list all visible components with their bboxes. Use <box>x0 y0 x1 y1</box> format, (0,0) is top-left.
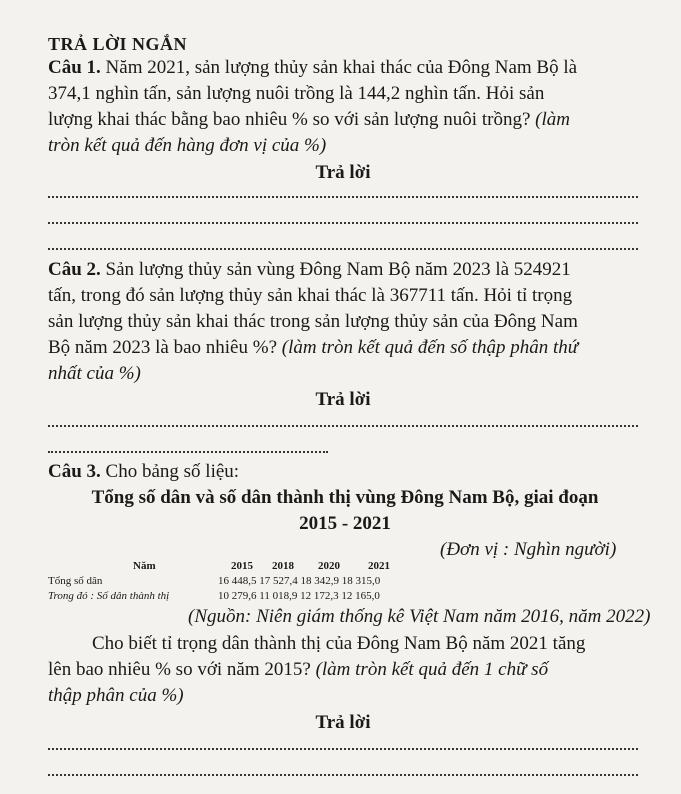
q3-answer-line-2[interactable] <box>48 774 638 776</box>
q1-answer-label: Trả lời <box>315 162 371 183</box>
table-row2-label: Trong đó : Số dân thành thị <box>48 590 170 602</box>
q1-line-2: 374,1 nghìn tấn, sản lượng nuôi trồng là 144,2 nghìn tấn. Hỏi sản <box>48 83 545 104</box>
q1-label: Câu 1. <box>48 57 101 78</box>
section-title: TRẢ LỜI NGẮN <box>48 34 188 54</box>
q3-answer-line-1[interactable] <box>48 748 638 750</box>
q3-table-title-1: Tổng số dân và số dân thành thị vùng Đông Nam Bộ, giai đoạn <box>91 487 599 508</box>
q1-line-1: Câu 1. Năm 2021, sản lượng thủy sản khai thác của Đông Nam Bộ là <box>48 57 578 78</box>
table-header-year: Năm <box>133 560 156 572</box>
table-header-2020: 2020 <box>318 560 340 572</box>
q2-line-2: tấn, trong đó sản lượng thủy sản khai thác là 367711 tấn. Hỏi tỉ trọng <box>48 285 573 306</box>
q1-answer-line-3[interactable] <box>48 248 638 250</box>
q2-line-5: nhất của %) <box>48 363 141 384</box>
q2-answer-line-2[interactable] <box>48 451 328 453</box>
q3-line-1: Câu 3. Cho bảng số liệu: <box>48 461 240 482</box>
q1-answer-line-1[interactable] <box>48 196 638 198</box>
table-header-2015: 2015 <box>231 560 253 572</box>
q2-line-1: Câu 2. Sản lượng thủy sản vùng Đông Nam Bộ năm 2023 là 524921 <box>48 259 571 280</box>
q3-answer-label: Trả lời <box>315 712 371 733</box>
q2-line-4: Bộ năm 2023 là bao nhiêu %? (làm tròn kết quả đến số thập phân thứ <box>48 337 579 358</box>
q3-label: Câu 3. <box>48 461 101 482</box>
q2-answer-line-1[interactable] <box>48 425 638 427</box>
q3-question-line-2: lên bao nhiêu % so với năm 2015? (làm tròn kết quả đến 1 chữ số <box>48 659 549 680</box>
q3-source: (Nguồn: Niên giám thống kê Việt Nam năm 2016, năm 2022) <box>188 606 651 627</box>
q2-label: Câu 2. <box>48 259 101 280</box>
q1-answer-line-2[interactable] <box>48 222 638 224</box>
table-header-2021: 2021 <box>368 560 390 572</box>
table-row2-values: 10 279,6 11 018,9 12 172,3 12 165,0 <box>218 590 380 602</box>
q2-line-3: sản lượng thủy sản khai thác trong sản lượng thủy sản của Đông Nam <box>48 311 578 332</box>
q3-table-title-2: 2015 - 2021 <box>299 513 391 534</box>
q3-question-line-3: thập phân của %) <box>48 685 184 706</box>
table-header-2018: 2018 <box>272 560 294 572</box>
q3-unit: (Đơn vị : Nghìn người) <box>440 539 617 560</box>
q1-line-4: tròn kết quả đến hàng đơn vị của %) <box>48 135 327 156</box>
q2-answer-label: Trả lời <box>315 389 371 410</box>
table-row1-label: Tổng số dân <box>48 575 103 587</box>
q3-question-line-1: Cho biết tỉ trọng dân thành thị của Đông Nam Bộ năm 2021 tăng <box>92 633 586 654</box>
q1-line-3: lượng khai thác bằng bao nhiêu % so với sản lượng nuôi trồng? (làm <box>48 109 570 130</box>
table-row1-values: 16 448,5 17 527,4 18 342,9 18 315,0 <box>218 575 381 587</box>
